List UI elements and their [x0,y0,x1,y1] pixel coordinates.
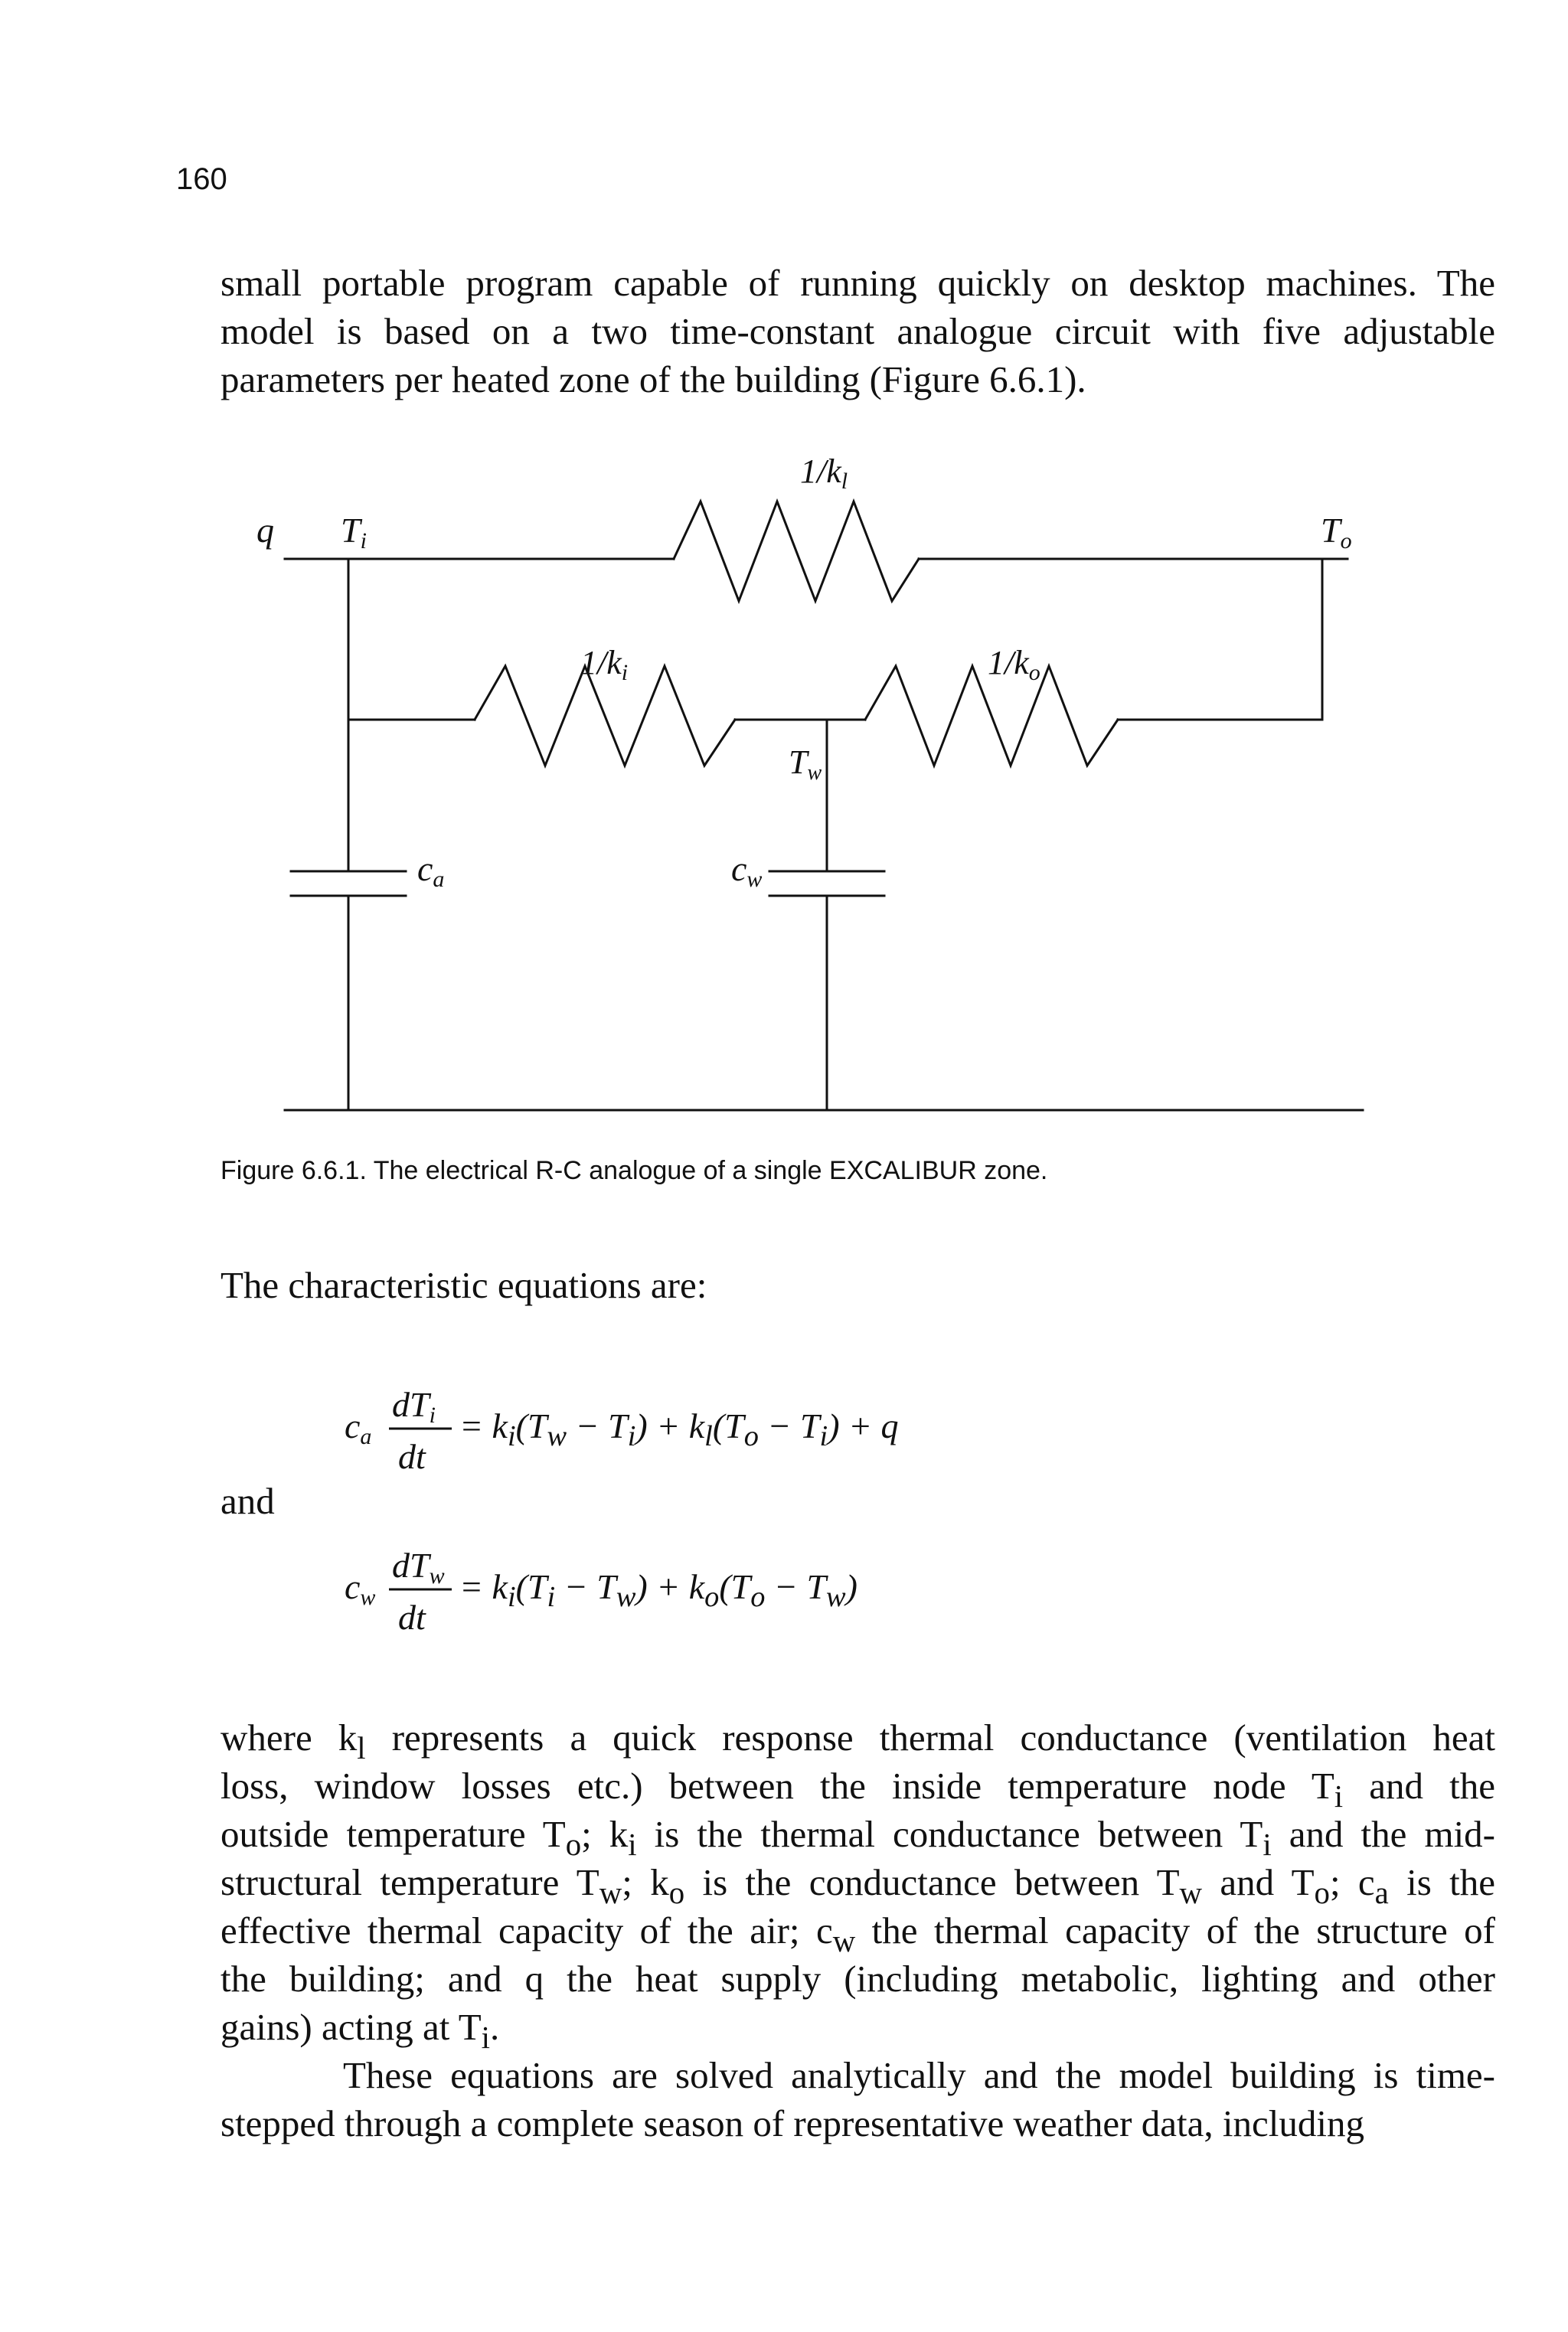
eq1-rhs: = $k_i(T_w - T_i) + k_l(T_o - T_i) + q$ [459,1406,899,1453]
eq2-numerator-sub: w [429,1563,445,1589]
label-r-top-main: 1/k [800,452,841,490]
label-to-sub: o [1340,528,1352,554]
label-r-left-sub: i [621,660,629,685]
para1-line-4: structural temperature $T_w$; $k_o$ is the conductance between $T_w$ and $T_o$; $c_a$ is the [220,1861,1496,1910]
eq2-coef [345,1567,375,1610]
eq1-numerator-sub: i [429,1403,436,1428]
eq2-numerator-main: dT [392,1546,430,1585]
label-r-top-sub: l [841,469,848,494]
eq1-coef-sub: a [360,1424,372,1449]
para1-line-3: outside temperature $T_o$; $k_i$ is the thermal conductance between $T_i$ and the mid- [220,1813,1495,1862]
intro-line-2: model is based on a two time-constant analogue circuit with five adjustable [220,310,1495,352]
label-to-main: T [1321,511,1341,550]
intro-line-3: parameters per heated zone of the building (Figure 6.6.1). [220,358,1086,400]
label-r-left-main: 1/k [580,644,622,681]
eq2-denominator: dt [398,1598,426,1637]
intro-line-1: small portable program capable of running quickly on desktop machines. The [220,262,1495,304]
eq2-coef-sub: w [360,1585,376,1610]
para1-line-5: effective thermal capacity of the air; $c_w$ the thermal capacity of the structure of [220,1909,1495,1958]
label-cw-sub: w [746,867,763,892]
label-cw-main: c [731,849,747,888]
para1-line-2: loss, window losses etc.) between the inside temperature node $T_i$ and the [220,1765,1495,1814]
eq2-rhs: = $k_i(T_i - T_w) + k_o(T_o - T_w)$ [459,1567,858,1614]
eq2-coef-main: c [345,1567,361,1606]
eq1-numerator-main: dT [392,1385,430,1424]
label-tw-sub: w [807,761,822,785]
rc-circuit-diagram [0,0,1568,1148]
para1-line-1: where $k_l$ represents a quick response thermal conductance (ventilation heat [220,1716,1496,1765]
figure-caption: Figure 6.6.1. The electrical R-C analogue of a single EXCALIBUR zone. [220,1156,1048,1185]
label-r-left [580,644,628,685]
label-tw [789,743,822,785]
para2-line-1: These equations are solved analytically and the model building is time- [343,2054,1495,2096]
label-cw [731,849,762,892]
label-ca-main: c [417,849,433,888]
eq1-coef [345,1406,371,1449]
label-ti-sub: i [360,528,367,554]
para2-line-2: stepped through a complete season of representative weather data, including [220,2102,1364,2144]
label-r-right-main: 1/k [988,644,1029,681]
eq1-numerator [392,1385,436,1428]
eq1-denominator: dt [398,1437,426,1476]
para1-line-7: gains) acting at $T_i$. [220,2006,500,2055]
label-tw-main: T [789,743,808,781]
page-number: 160 [176,162,227,196]
resistor-1-over-kl [674,501,919,601]
label-r-right-sub: o [1028,660,1040,685]
eq1-coef-main: c [345,1406,361,1445]
label-to [1321,511,1352,554]
para1-line-6: the building; and q the heat supply (including metabolic, lighting and other [220,1958,1495,2000]
and-connector: and [220,1480,275,1522]
label-ca [417,849,444,892]
label-ti [341,511,367,554]
label-r-right [988,644,1040,685]
label-ca-sub: a [433,867,445,892]
equations-intro: The characteristic equations are: [220,1264,707,1306]
label-ti-main: T [341,511,361,550]
eq2-numerator [392,1546,445,1589]
label-q: q [256,511,274,550]
label-r-top [800,452,848,494]
